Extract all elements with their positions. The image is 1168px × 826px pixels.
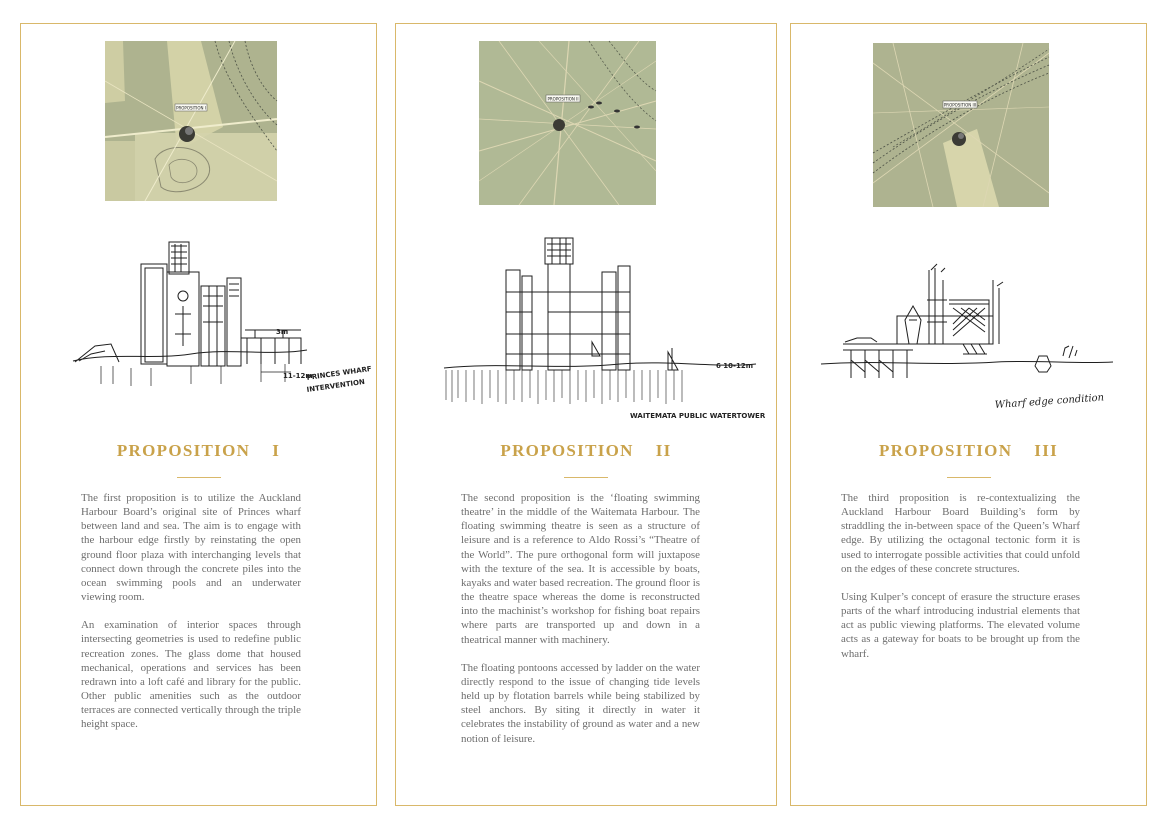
title-numeral: III (1034, 441, 1059, 460)
site-map-image (873, 43, 1049, 207)
title-text: PROPOSITION (116, 441, 251, 460)
paragraph: The first proposition is to utilize the Auckland Harbour Board’s original site of Princes wharf between land and sea. The aim is to engage with the harbour edge firstly by reinstating the open ground floor plaza with interchanging levels that connect down through the concrete piles into the ocean swimming pools and an underwater viewing room. (81, 492, 301, 604)
section-sketch (71, 234, 373, 404)
description-text (81, 491, 301, 746)
title-divider (947, 477, 991, 478)
sketch-label-title: WAITEMATA PUBLIC WATERTOWER (630, 412, 766, 420)
paragraph: The third proposition is re-contextualizing the Auckland Harbour Board Building’s form by straddling the in-between space of the Queen’s Wharf edge. By utilizing the octagonal tectonic form it is used to interrogate possible activities that could unfold on the edges of these concrete structures. (841, 492, 1080, 575)
map-label: PROPOSITION III (943, 102, 977, 108)
sketch-label-height: 6 10-12m (716, 362, 753, 370)
paragraph: The second proposition is the ‘floating swimming theatre’ in the middle of the Waitemata Harbour. The floating swimming theatre is seen as a structure of leisure and is a reference to Aldo Rossi’s “Theatre of the World”. The pure orthogonal form will juxtapose with the texture of the sea. It is accessible by boats, kayaks and water based recreation. The ground floor is the theatre space whereas the dome is reconstructed into the machinist’s workshop for fishing boat repairs where parts are transported up and down in a theatrical manner with machinery. (461, 492, 701, 646)
proposition-title (396, 441, 776, 461)
title-text: PROPOSITION (500, 441, 634, 460)
title-numeral: I (272, 441, 281, 460)
site-map-image (105, 41, 277, 201)
paragraph: Using Kulper’s concept of erasure the structure erases parts of the wharf introducing industrial elements that act as public viewing platforms. The elevated volume acts as a gateway for boats to be brought up from the wharf. (841, 590, 1080, 660)
paragraph: The floating pontoons accessed by ladder on the water directly respond to the issue of changing tide levels held up by flotation barrels while being stabilized by steel anchors. By siting it directly in water it celebrates the instability of ground as water and a new notion of leisure. (461, 661, 700, 745)
sketch-label-dimension: 3m (276, 328, 289, 336)
section-sketch (817, 260, 1117, 410)
description-text (841, 491, 1080, 675)
proposition-panel-2 (395, 23, 777, 806)
site-map-image (479, 41, 656, 205)
proposition-title (21, 441, 376, 461)
section-sketch (440, 232, 766, 420)
proposition-title (791, 441, 1146, 461)
title-text: PROPOSITION (878, 441, 1013, 460)
paragraph: An examination of interior spaces through intersecting geometries is used to redefine public recreation zones. The glass dome that housed mechanical, operations and services has been redrawn into a loft café and library for the public. Other public amenities such as the outdoor terraces are connected vertically through the triple height space. (81, 619, 301, 731)
title-numeral: II (655, 441, 672, 460)
title-divider (177, 477, 221, 478)
map-label: PROPOSITION II (547, 96, 579, 102)
proposition-panel-3 (790, 23, 1147, 806)
sketch-label-height: 11-12m (283, 372, 313, 380)
proposition-panel-1 (20, 23, 377, 806)
sketch-label-intervention: INTERVENTION (306, 377, 366, 394)
description-text (461, 491, 700, 760)
sketch-label-site: PRINCES WHARF (306, 364, 373, 382)
map-label: PROPOSITION I (176, 105, 206, 111)
sketch-label-title: Wharf edge condition (994, 392, 1105, 411)
title-divider (564, 477, 608, 478)
